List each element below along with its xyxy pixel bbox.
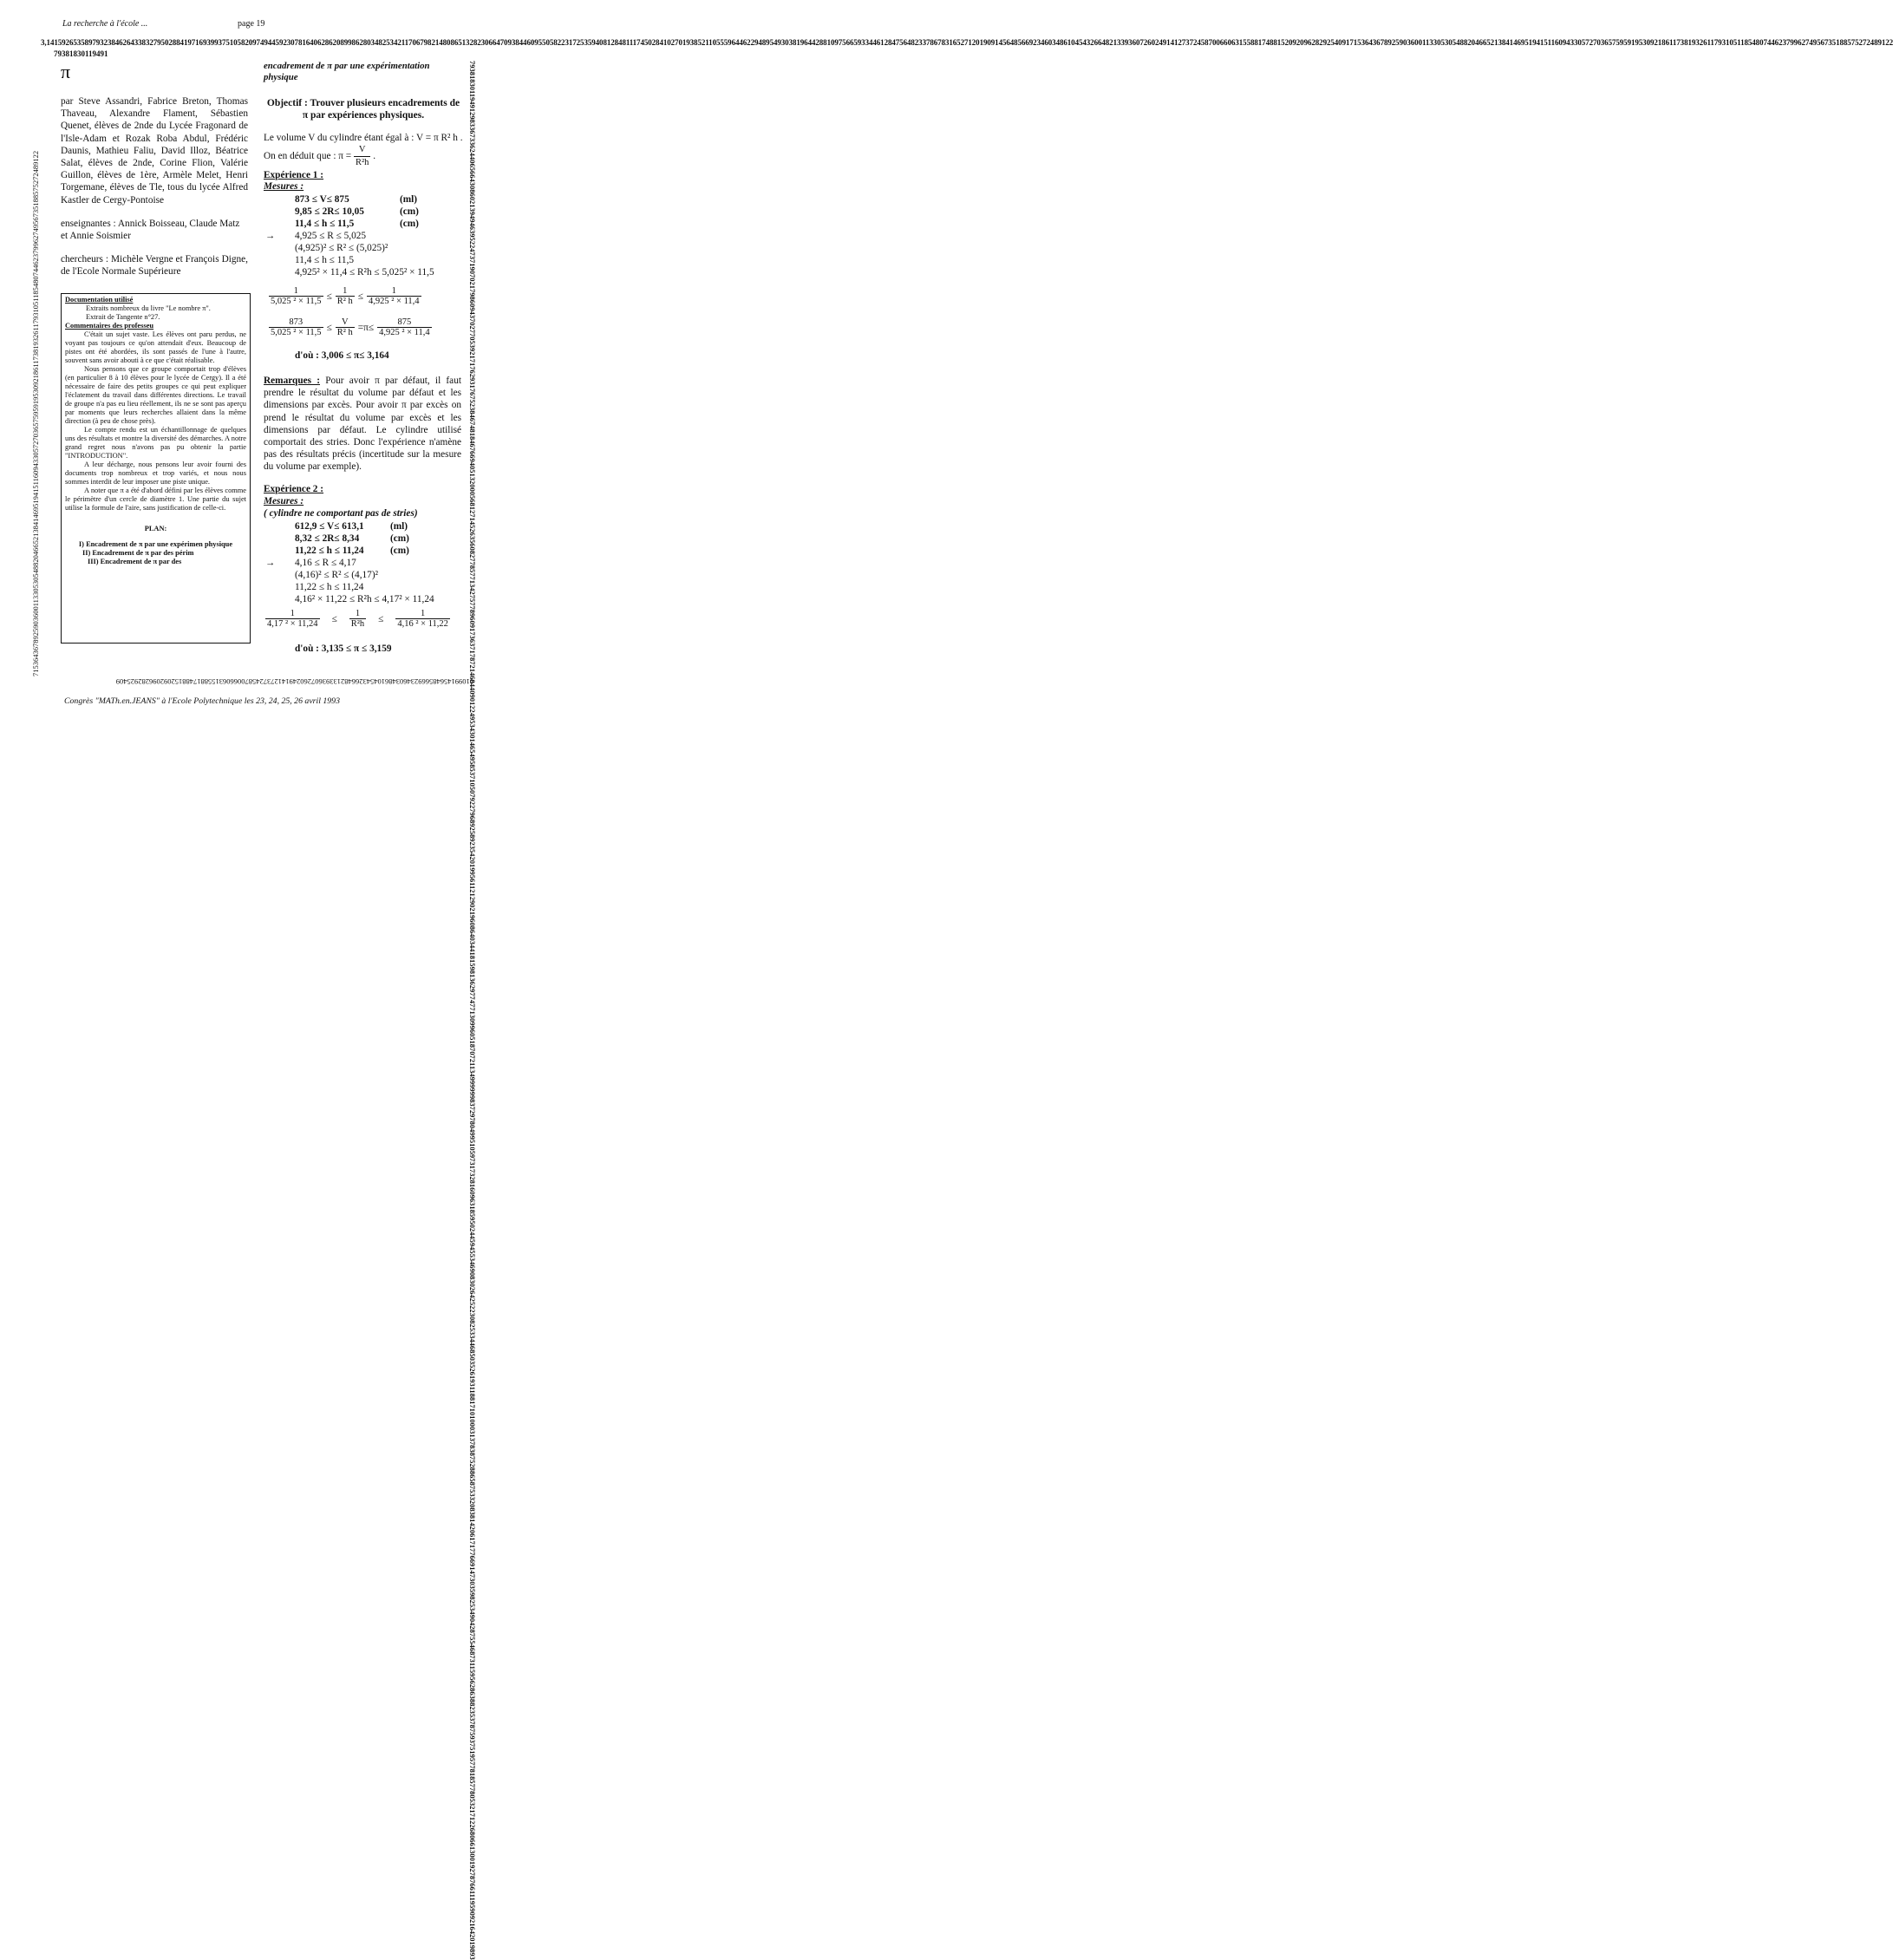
fraction-numerator: 1 bbox=[269, 286, 323, 297]
documentation-box bbox=[61, 293, 251, 644]
measure-line: 11,4 ≤ h ≤ 11,5 bbox=[295, 219, 355, 229]
fraction-numerator: V bbox=[354, 144, 370, 157]
researchers-paragraph: chercheurs : Michèle Vergne et François Digne, de l'Ecole Normale Supérieure bbox=[61, 254, 248, 278]
experiment-2-heading: Expérience 2 : bbox=[264, 484, 324, 494]
fraction bbox=[265, 609, 320, 629]
inequality-1 bbox=[269, 286, 421, 306]
measure-line: 11,22 ≤ h ≤ 11,24 bbox=[295, 546, 364, 556]
derived-line: 11,22 ≤ h ≤ 11,24 bbox=[295, 582, 364, 592]
measure-unit: (cm) bbox=[390, 533, 409, 544]
derived-line: (4,16)² ≤ R² ≤ (4,17)² bbox=[295, 570, 378, 580]
derived-line: 4,925² × 11,4 ≤ R²h ≤ 5,025² × 11,5 bbox=[295, 267, 434, 278]
pi-formula-fraction bbox=[354, 144, 370, 169]
fraction-denominator: 4,16 ² × 11,22 bbox=[397, 619, 448, 629]
result-1: d'où : 3,006 ≤ π≤ 3,164 bbox=[295, 350, 389, 361]
comment-paragraph: Nous pensons que ce groupe comportait trop d'élèves (en particulier 8 à 10 élèves pour le lycée de Cergy). Il a été nécessaire de faire des petits groupes ce qui peut expliquer l'éclatement du travail dans différentes directions. Le travail de groupe n'a pas eu lieu réellement, ils ne se sont pas aperçu par moments que leurs recherches allaient dans la même direction (à peu de chose près). bbox=[65, 365, 246, 425]
le-sign: ≤ bbox=[326, 291, 332, 303]
derived-line: (4,925)² ≤ R² ≤ (5,025)² bbox=[295, 243, 388, 253]
fraction-numerator: 875 bbox=[377, 317, 432, 328]
measure-line: 873 ≤ V≤ 875 bbox=[295, 194, 349, 205]
page-number: page 19 bbox=[238, 19, 265, 29]
doc-item: Extraits nombreux du livre "Le nombre π". bbox=[86, 304, 211, 312]
pi-symbol: π bbox=[61, 61, 71, 82]
measure-unit: (ml) bbox=[390, 521, 408, 532]
fraction-numerator: 1 bbox=[265, 609, 320, 619]
plan-item: II) Encadrement de π par des périm bbox=[82, 549, 194, 557]
measure-line: 9,85 ≤ 2R≤ 10,05 bbox=[295, 206, 364, 217]
fraction-denominator: 4,17 ² × 11,24 bbox=[267, 619, 318, 629]
pi-digits-top-border-line2: 79381830119491 bbox=[54, 49, 108, 58]
measure-unit: (cm) bbox=[400, 206, 419, 217]
pi-digits-right-border: 793818301194912983367336244065664308602139494639522473719070217986094370277053921717629317675238467481846766940513200056812714526356082778577134275778960917363717872146844090122495343014654958537105079227968925892354201995611212902196086403441815981362977477130996051870721134999999837297804995105973173281609631859502445945534690830264252230825334468503526193118817101000313783875288658753320838142061717766914730359825349042875546873115956286388235378759375195778185778053217122680661300192787661119590921642019893 bbox=[468, 61, 477, 1960]
section-title: encadrement de π par une expérimentation physique bbox=[264, 61, 430, 82]
pi-digits-left-border: 71536436789259036001133053054882046652138414695194151160943305727036575959195309218611738193261179310511854807446237996274956735188575272489122 bbox=[31, 150, 40, 676]
le-sign: ≤ bbox=[357, 291, 363, 303]
remarks-label: Remarques : bbox=[264, 376, 320, 386]
measure-line: 8,32 ≤ 2R≤ 8,34 bbox=[295, 533, 360, 544]
measure-line: 612,9 ≤ V≤ 613,1 bbox=[295, 521, 364, 532]
le-sign: ≤ bbox=[331, 614, 337, 625]
derived-line: 4,925 ≤ R ≤ 5,025 bbox=[295, 231, 367, 241]
fraction-numerator: 1 bbox=[336, 286, 355, 297]
inequality-3 bbox=[265, 609, 450, 629]
result-2: d'où : 3,135 ≤ π ≤ 3,159 bbox=[295, 644, 392, 654]
fraction-denominator: 4,925 ² × 11,4 bbox=[379, 328, 430, 337]
equals-pi-le-sign: =π≤ bbox=[357, 323, 375, 334]
plan-heading: PLAN: bbox=[144, 525, 167, 532]
fraction bbox=[367, 286, 421, 306]
volume-text: Le volume V du cylindre étant égal à : V = π R² h . On en déduit que : π = bbox=[264, 133, 463, 162]
measures-1-heading: Mesures : bbox=[264, 181, 304, 192]
le-sign: ≤ bbox=[378, 614, 384, 625]
fraction-numerator: 873 bbox=[269, 317, 323, 328]
remarks-paragraph bbox=[264, 375, 461, 474]
fraction-denominator: R² h bbox=[336, 328, 353, 337]
measure-unit: (cm) bbox=[390, 546, 409, 556]
volume-statement: Le volume V du cylindre étant égal à : V = π R² h . On en déduit que : π = $\frac{V}{\text{R²h}}$ . bbox=[264, 133, 463, 167]
fraction bbox=[377, 317, 432, 337]
implies-arrow: → bbox=[265, 231, 276, 241]
derived-line: 4,16² × 11,22 ≤ R²h ≤ 4,17² × 11,24 bbox=[295, 594, 434, 604]
le-sign: ≤ bbox=[326, 323, 332, 334]
fraction-denominator: R²h bbox=[350, 619, 365, 629]
objective: Objectif : Trouver plusieurs encadrements de π par expériences physiques. bbox=[266, 98, 460, 121]
fraction-numerator: 1 bbox=[349, 609, 366, 619]
doc-item: Extrait de Tangente n°27. bbox=[86, 313, 160, 321]
fraction bbox=[336, 317, 355, 337]
comments-heading: Commentaires des professeu bbox=[65, 322, 154, 330]
fraction-denominator: 4,925 ² × 11,4 bbox=[369, 297, 420, 306]
implies-arrow: → bbox=[265, 558, 276, 568]
comment-paragraph: Le compte rendu est un échantillonnage de quelques uns des résultats et montre la diversité des démarches. A notre grand regret nous n'avons pas pu obtenir la partie "INTRODUCTION". bbox=[65, 426, 246, 460]
teachers-paragraph: enseignantes : Annick Boisseau, Claude Matz et Annie Soismier bbox=[61, 219, 240, 242]
pi-digits-bottom-border: 0109914564856692346034861045432664821339360726024914127372458700660631558817488152092096282925409 bbox=[115, 677, 473, 686]
fraction-denominator: 5,025 ² × 11,5 bbox=[271, 297, 322, 306]
fraction bbox=[269, 317, 323, 337]
running-header: La recherche à l'école ... bbox=[62, 19, 148, 29]
measures-2-note: ( cylindre ne comportant pas de stries) bbox=[264, 508, 418, 519]
footer: Congrès "MATh.en.JEANS" à l'Ecole Polytechnique les 23, 24, 25, 26 avril 1993 bbox=[64, 696, 340, 706]
fraction-denominator: 5,025 ² × 11,5 bbox=[271, 328, 322, 337]
fraction-numerator: V bbox=[336, 317, 355, 328]
measure-unit: (ml) bbox=[400, 194, 418, 205]
documentation-heading: Documentation utilisé bbox=[65, 296, 134, 304]
fraction bbox=[269, 286, 323, 306]
fraction-numerator: 1 bbox=[395, 609, 450, 619]
derived-line: 11,4 ≤ h ≤ 11,5 bbox=[295, 255, 355, 265]
plan-item: I) Encadrement de π par une expérimen physique bbox=[78, 540, 233, 548]
comment-paragraph: A leur décharge, nous pensons leur avoir fourni des documents trop nombreux et trop variés, et nous nous sommes interdit de leur imposer une piste unique. bbox=[65, 461, 246, 486]
derived-line: 4,16 ≤ R ≤ 4,17 bbox=[295, 558, 356, 568]
pi-digits-top-border: 3,14159265358979323846264338327950288419716939937510582097494459230781640628620899862803482534211706798214808651328230664709384460955058223172535940812848111745028410270193852110555964462294895493038196442881097566593344612847564823378678316527120190914564856692346034861045432664821339360726024914127372458700660631558817488152092096282925409171536436789259036001133053054882046652138414695194151160943305727036575959195309218611738193261179310511854807446237996274956735188575272489122 bbox=[41, 38, 1893, 47]
fraction-numerator: 1 bbox=[367, 286, 421, 297]
measure-unit: (cm) bbox=[400, 219, 419, 229]
measures-2-heading: Mesures : bbox=[264, 496, 304, 506]
authors-paragraph: par Steve Assandri, Fabrice Breton, Thomas Thaveau, Alexandre Flament, Sébastien Quenet, élèves de 2nde du Lycée Fragonard de l'Isle-Adam et Rozak Roba Abdul, Frédéric Daunis, Mathieu Faliu, David Illoz, Béatrice Salat, élèves de 2nde, Corine Flion, Valérie Guillon, élèves de 1ère, Armèle Melet, Henri Torgemane, élèves de Tle, tous du lycée Alfred Kastler de Cergy-Pontoise bbox=[61, 96, 248, 206]
comment-paragraph: A noter que π a été d'abord défini par les élèves comme le périmètre d'un cercle de diamètre 1. Une partie du sujet utilise la formule de l'aire, sans justification de celle-ci. bbox=[65, 487, 246, 512]
remarks-text: Pour avoir π par défaut, il faut prendre le résultat du volume par défaut et les dimensions par excès. Pour avoir π par excès on prend le résultat du volume par excès et les dimensions par défaut. Le cylindre utilisé comportait des stries. Donc l'expérience n'amène pas des résultats précis (incertitude sur la mesure du volume par exemple). bbox=[264, 376, 461, 473]
comment-paragraph: C'était un sujet vaste. Les élèves ont paru perdus, ne voyant pas toujours ce qu'on attendait d'eux. Beaucoup de pistes ont été abordées, ils sont passés de l'une à l'autre, souvent sans avoir abouti à ce que c'était réalisable. bbox=[65, 330, 246, 364]
fraction bbox=[395, 609, 450, 629]
fraction bbox=[336, 286, 355, 306]
experiment-1-heading: Expérience 1 : bbox=[264, 170, 324, 180]
fraction-denominator: R² h bbox=[336, 297, 353, 306]
plan-item: III) Encadrement de π par des bbox=[88, 558, 182, 565]
fraction-denominator: R²h bbox=[356, 158, 369, 167]
fraction bbox=[349, 609, 366, 629]
inequality-2 bbox=[269, 317, 432, 337]
